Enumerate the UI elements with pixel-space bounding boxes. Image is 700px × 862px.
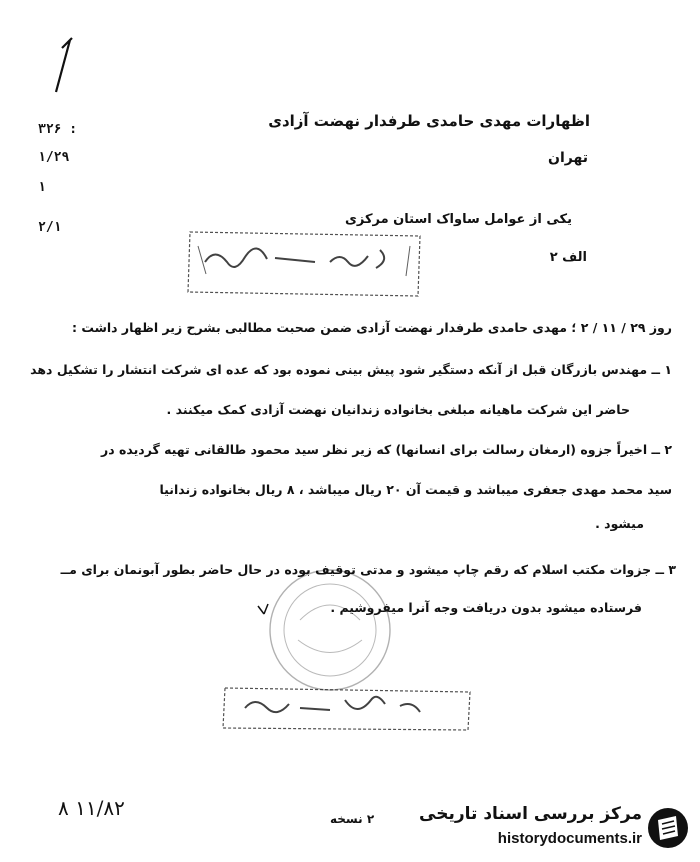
body-line: ۳ ــ جزوات مکتب اسلام که رقم چاپ میشود و مدتی توقیف بوده در حال حاضر بطور آبونمان برای مــ	[60, 562, 676, 577]
body-line: میشود .	[595, 516, 644, 531]
body-line: سید محمد مهدی جعفری میباشد و قیمت آن ۲۰ ریال میباشد ، ۸ ریال بخانواده زندانیا	[159, 482, 672, 497]
watermark-name: مرکز بررسی اسناد تاریخی	[419, 804, 642, 824]
round-seal	[270, 570, 390, 690]
corner-scribble	[56, 38, 72, 92]
body-line: روز ۲۹ / ۱۱ / ۲ ؛ مهدی حامدی طرفدار نهضت آزادی ضمن صحبت مطالبی بشرح زیر اظهار داشت :	[72, 320, 672, 335]
reference-index: ۲/۱	[38, 220, 62, 235]
footer-page-number: ۸ ۱۱/۸۲	[58, 796, 125, 820]
document-section: الف ۲	[549, 250, 587, 265]
document-source: یکی از عوامل ساواک استان مرکزی	[344, 212, 572, 227]
watermark-url: historydocuments.ir	[497, 830, 642, 847]
top-stamp	[188, 232, 420, 296]
footer-copies: ۲ نسخه	[330, 812, 375, 826]
reference-number: ۳۲۶ :	[38, 122, 78, 137]
document-title: اظهارات مهدی حامدی طرفدار نهضت آزادی	[268, 112, 590, 130]
reference-code: ۱	[38, 180, 46, 195]
document-city: تهران	[548, 150, 588, 166]
archive-logo-icon	[646, 806, 690, 850]
body-line: حاضر این شرکت ماهیانه مبلغی بخانواده زندانیان نهضت آزادی کمک میکنند .	[166, 402, 630, 417]
body-line: ۱ ــ مهندس بازرگان قبل از آنکه دستگیر شود پیش بینی نموده بود که عده ای شرکت انتشار را تشکیل دهد	[30, 362, 672, 377]
reference-date: ۱/۲۹	[38, 150, 70, 165]
body-line: فرستاده میشود بدون دریافت وجه آنرا میفروشیم .	[330, 600, 642, 615]
watermark	[419, 800, 694, 858]
tick-mark	[258, 604, 268, 614]
bottom-stamp	[223, 688, 470, 730]
body-line: ۲ ــ اخیراً جزوه (ارمغان رسالت برای انسانها) که زیر نظر سید محمود طالقانی تهیه گردیده در	[101, 442, 672, 457]
